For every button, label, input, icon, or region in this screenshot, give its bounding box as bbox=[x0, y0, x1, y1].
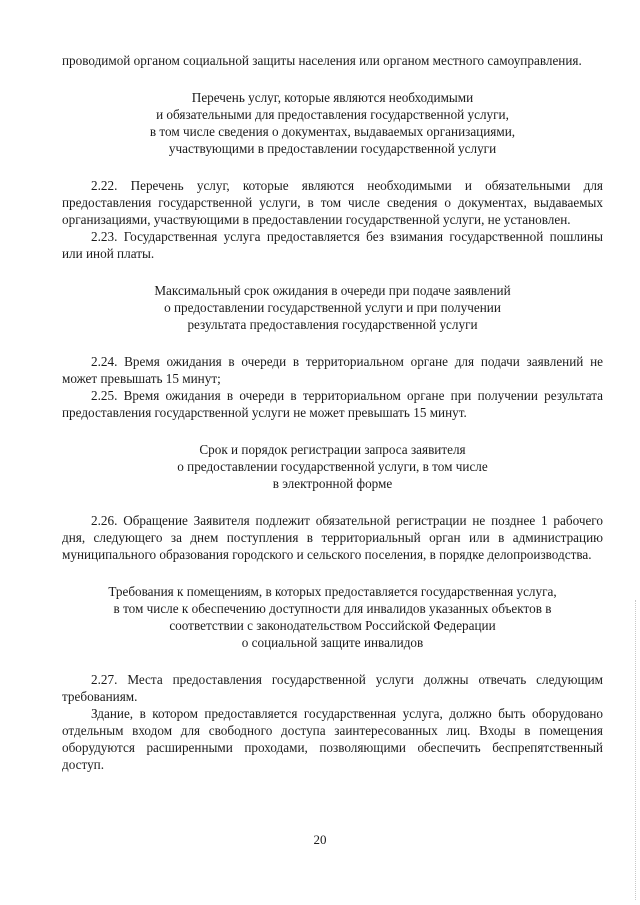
heading-line: и обязательными для предоставления государственной услуги, bbox=[156, 107, 509, 122]
paragraph-2-27: 2.27. Места предоставления государственной услуги должны отвечать следующим требованиям. bbox=[62, 672, 603, 704]
paragraph-2-23: 2.23. Государственная услуга предоставляется без взимания государственной пошлины или иной платы. bbox=[62, 229, 603, 261]
heading-line: Срок и порядок регистрации запроса заявителя bbox=[199, 442, 466, 457]
heading-line: о предоставлении государственной услуги и при получении bbox=[164, 300, 501, 315]
heading-line: Перечень услуг, которые являются необходимыми bbox=[191, 90, 474, 105]
heading-services-list bbox=[62, 89, 603, 157]
heading-queue-time bbox=[62, 282, 603, 333]
heading-line: результата предоставления государственной услуги bbox=[187, 317, 478, 332]
paragraph-building: Здание, в котором предоставляется государственная услуга, должно быть оборудовано отдельным входом для свободного доступа заинтересованных лиц. Входы в помещения оборудуются расширенными проходами, позволяющими обеспечить беспрепятственный доступ. bbox=[62, 706, 603, 772]
heading-line: в том числе к обеспечению доступности для инвалидов указанных объектов в bbox=[113, 601, 552, 616]
paragraph-intro: проводимой органом социальной защиты населения или органом местного самоуправления. bbox=[62, 53, 582, 68]
paragraph-2-24: 2.24. Время ожидания в очереди в территориальном органе для подачи заявлений не может превышать 15 минут; bbox=[62, 354, 603, 386]
heading-line: Максимальный срок ожидания в очереди при подаче заявлений bbox=[154, 283, 511, 298]
paragraph-2-22: 2.22. Перечень услуг, которые являются необходимыми и обязательными для предоставления государственной услуги, в том числе сведения о документах, выдаваемых организациями, участвующими в предоставлении государственной услуги, не установлен. bbox=[62, 178, 603, 227]
heading-registration bbox=[62, 441, 603, 492]
page-body bbox=[62, 52, 603, 773]
paragraph-2-26: 2.26. Обращение Заявителя подлежит обязательной регистрации не позднее 1 рабочего дня, следующего за днем поступления в территориальный орган или в администрацию муниципального образования городского и сельского поселения, в порядке делопроизводства. bbox=[62, 513, 603, 562]
heading-line: о предоставлении государственной услуги, в том числе bbox=[177, 459, 488, 474]
heading-line: в электронной форме bbox=[272, 476, 393, 491]
scan-edge-mark bbox=[635, 600, 636, 900]
heading-line: участвующими в предоставлении государственной услуги bbox=[168, 141, 497, 156]
heading-line: о социальной защите инвалидов bbox=[241, 635, 424, 650]
heading-line: соответствии с законодательством Российской Федерации bbox=[169, 618, 496, 633]
heading-line: Требования к помещениям, в которых предоставляется государственная услуга, bbox=[108, 584, 557, 599]
heading-premises-requirements bbox=[62, 583, 603, 651]
page-number: 20 bbox=[313, 832, 327, 847]
paragraph-2-25: 2.25. Время ожидания в очереди в территориальном органе при получении результата предоставления государственной услуги не может превышать 15 минут. bbox=[62, 388, 603, 420]
heading-line: в том числе сведения о документах, выдаваемых организациями, bbox=[149, 124, 516, 139]
